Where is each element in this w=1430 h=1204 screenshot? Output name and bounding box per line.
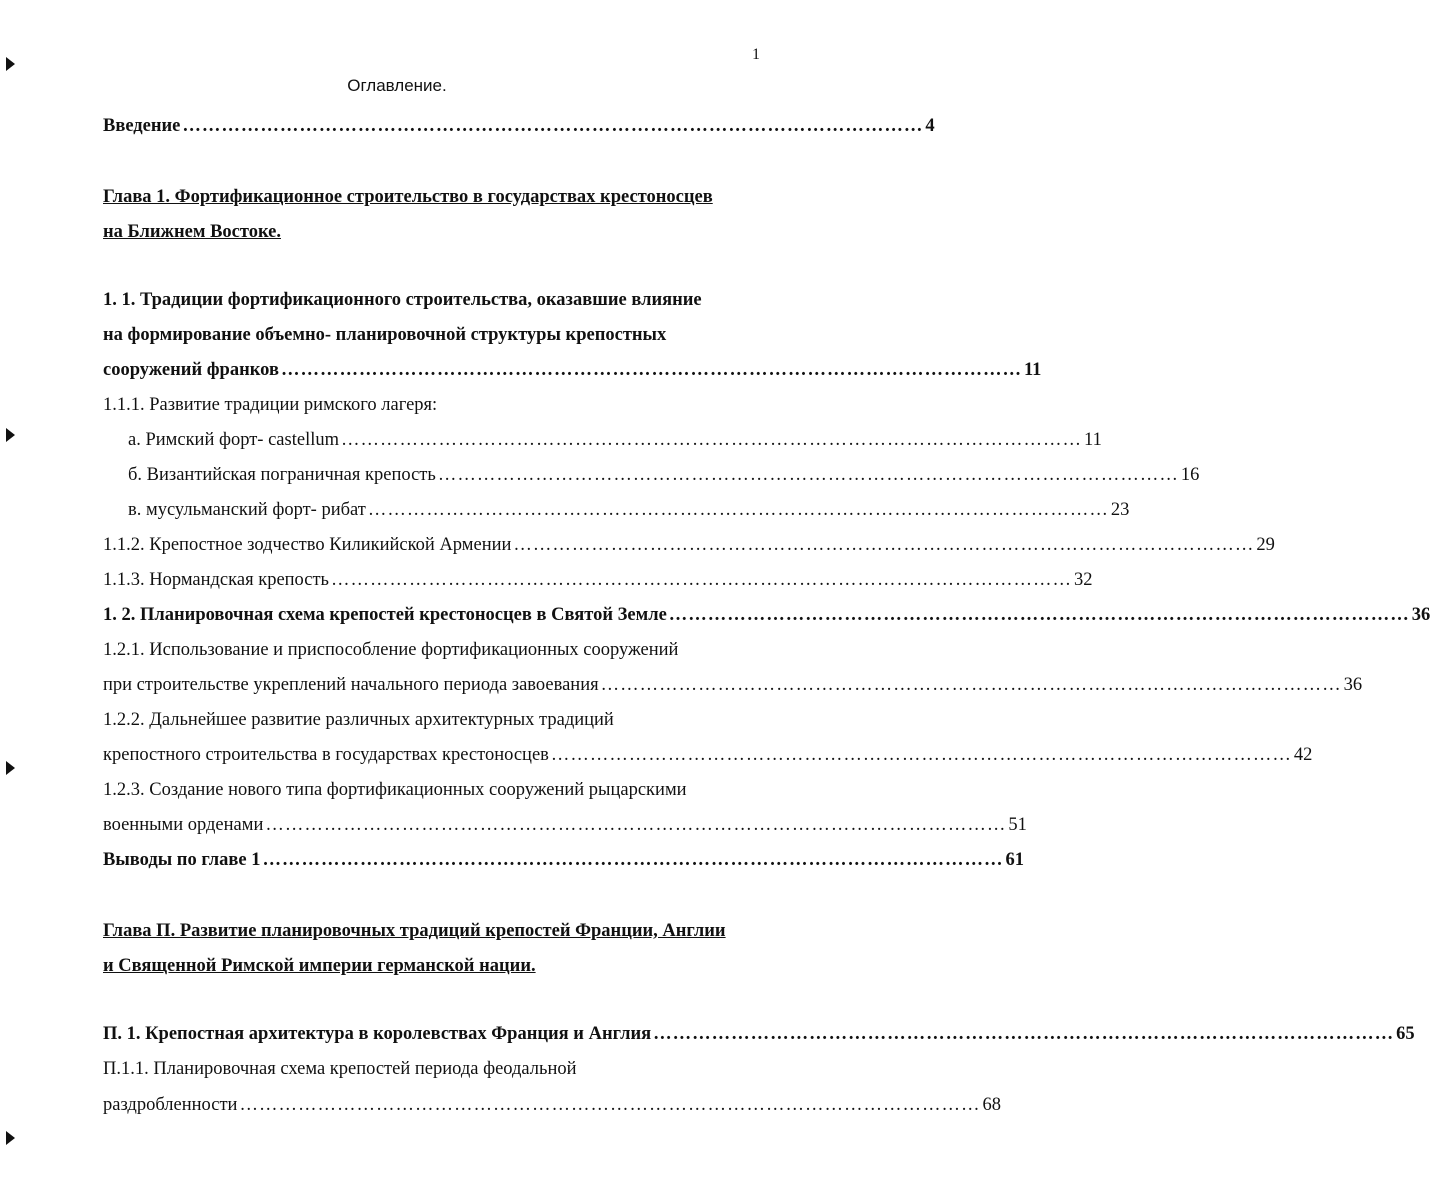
chapter-heading: Глава 1. Фортификационное строительство в государствах крестоносцев: [103, 187, 713, 207]
toc-entry: [103, 811, 1027, 839]
toc-entry: [103, 1020, 1415, 1048]
chapter-heading: Глава П. Развитие планировочных традиций крепостей Франции, Англии: [103, 921, 726, 941]
toc-entry-text: сооружений франков: [103, 360, 279, 380]
toc-entry-text: Выводы по главе 1: [103, 850, 261, 870]
section-heading: 1. 1. Традиции фортификационного строительства, оказавшие влияние: [103, 290, 702, 310]
toc-page-number: 23: [1110, 500, 1130, 520]
page-number: 1: [752, 46, 760, 63]
toc-page-number: 51: [1008, 815, 1027, 835]
subsection-heading: 1.2.1. Использование и приспособление фортификационных сооружений: [103, 640, 679, 660]
toc-page-number: 61: [1005, 850, 1024, 870]
toc-entry: [103, 601, 1430, 629]
toc-entry-text: б. Византийская пограничная крепость: [128, 465, 436, 485]
toc-entry-intro: [103, 112, 935, 140]
toc-entry-text: 1. 2. Планировочная схема крепостей крестоносцев в Святой Земле: [103, 605, 667, 625]
toc-page-number: 16: [1180, 465, 1200, 485]
toc-entry-text: крепостного строительства в государствах крестоносцев: [103, 745, 549, 765]
toc-entry: [128, 496, 1130, 524]
dot-leader: ……………………………………………………………………………………………………: [367, 500, 1109, 520]
dot-leader: ……………………………………………………………………………………………………: [513, 535, 1255, 555]
dot-leader: ……………………………………………………………………………………………………: [550, 745, 1292, 765]
toc-entry-text: в. мусульманский форт- рибат: [128, 500, 366, 520]
toc-entry: [103, 741, 1313, 769]
dot-leader: ……………………………………………………………………………………………………: [437, 465, 1179, 485]
toc-page-number: 42: [1293, 745, 1313, 765]
toc-page-number: 36: [1343, 675, 1363, 695]
chapter-heading: на Ближнем Востоке.: [103, 222, 281, 242]
dot-leader: ……………………………………………………………………………………………………: [239, 1095, 981, 1115]
dot-leader: ……………………………………………………………………………………………………: [262, 850, 1004, 870]
chapter-heading: и Священной Римской империи германской нации.: [103, 956, 536, 976]
dot-leader: ……………………………………………………………………………………………………: [653, 1024, 1395, 1044]
toc-page-number: 11: [1084, 430, 1102, 450]
toc-entry-text: при строительстве укреплений начального периода завоевания: [103, 675, 599, 695]
toc-entry: [103, 531, 1275, 559]
toc-entry: [103, 671, 1363, 699]
toc-entry: [128, 461, 1200, 489]
toc-page-number: 65: [1396, 1024, 1415, 1044]
toc-page-number: 32: [1074, 570, 1093, 590]
toc-entry-text: Введение: [103, 116, 181, 136]
toc-page-number: 29: [1256, 535, 1275, 555]
scan-marker-icon: [6, 57, 15, 71]
toc-entry: [103, 356, 1042, 384]
scan-marker-icon: [6, 428, 15, 442]
subsection-heading: 1.2.3. Создание нового типа фортификационных сооружений рыцарскими: [103, 780, 687, 800]
subsection-heading: 1.2.2. Дальнейшее развитие различных архитектурных традиций: [103, 710, 614, 730]
toc-entry-text: военными орденами: [103, 815, 264, 835]
section-heading: на формирование объемно- планировочной структуры крепостных: [103, 325, 667, 345]
dot-leader: ……………………………………………………………………………………………………: [182, 116, 924, 136]
dot-leader: ……………………………………………………………………………………………………: [600, 675, 1342, 695]
toc-entry: [103, 1091, 1001, 1119]
subsection-heading: П.1.1. Планировочная схема крепостей периода феодальной: [103, 1059, 577, 1079]
page-title: Оглавление.: [347, 76, 447, 95]
toc-entry-text: 1.1.2. Крепостное зодчество Киликийской Армении: [103, 535, 512, 555]
toc-page-number: 36: [1411, 605, 1430, 625]
toc-entry-text: П. 1. Крепостная архитектура в королевствах Франция и Англия: [103, 1024, 652, 1044]
scan-marker-icon: [6, 1131, 15, 1145]
toc-page-number: 4: [925, 116, 935, 136]
scan-marker-icon: [6, 761, 15, 775]
toc-entry: [128, 426, 1102, 454]
dot-leader: ……………………………………………………………………………………………………: [265, 815, 1007, 835]
toc-entry-text: раздробленности: [103, 1095, 238, 1115]
toc-page-number: 68: [982, 1095, 1001, 1115]
dot-leader: ……………………………………………………………………………………………………: [341, 430, 1082, 450]
toc-entry-text: а. Римский форт- castellum: [128, 430, 339, 450]
dot-leader: ……………………………………………………………………………………………………: [331, 570, 1072, 590]
dot-leader: ……………………………………………………………………………………………………: [280, 360, 1022, 380]
toc-entry: [103, 566, 1093, 594]
dot-leader: ……………………………………………………………………………………………………: [668, 605, 1410, 625]
toc-entry-text: 1.1.3. Нормандская крепость: [103, 570, 329, 590]
subsection-heading: 1.1.1. Развитие традиции римского лагеря:: [103, 395, 438, 415]
toc-page-number: 11: [1023, 360, 1042, 380]
toc-entry: [103, 846, 1024, 874]
